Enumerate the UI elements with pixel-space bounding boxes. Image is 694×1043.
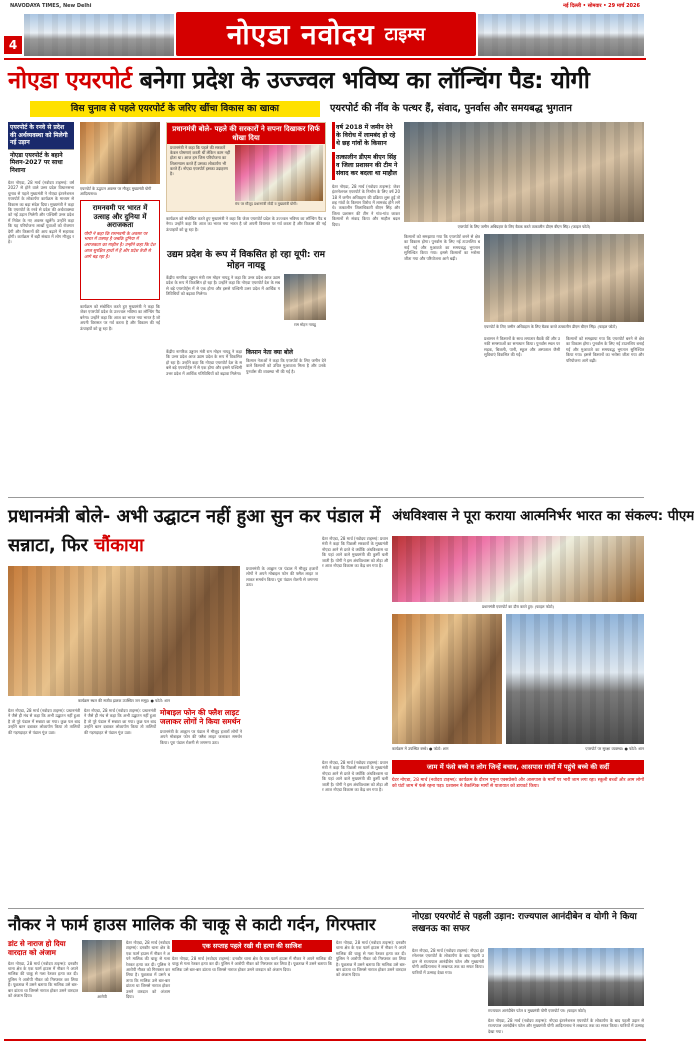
- story4-body-3: ग्रेटर नोएडा, 28 मार्च (नवोदय टाइम्स): दनकौर थाना क्षेत्र के एक फार्म हाउस में नौकर ने अपने मालिक की चाकू से गला रेतकर हत्या कर दी। पुलिस ने आरोपी नौकर को गिरफ्तार कर लिया है। पूछताछ में उसने बताया कि मालिक उसे बार-बार डांटता था जिससे नाराज होकर उसने वारदात को अंजाम दिया।: [172, 956, 332, 972]
- ram-story: [166, 250, 326, 492]
- ram-story-sub: [246, 349, 326, 488]
- pm-box-photo: [235, 145, 323, 201]
- divider-1: [8, 497, 644, 498]
- pm-box: [166, 122, 326, 212]
- col7-body: प्रशासन ने किसानों के साथ लगातार बैठकें कीं और उनकी समस्याओं का समाधान किया। पुनर्वास स्थल पर सड़क, बिजली, पानी, स्कूल और अस्पताल जैसी सुविधाएं विकसित की गईं।: [484, 336, 560, 358]
- story5-photo-caption: राज्यपाल आनंदीबेन पटेल व मुख्यमंत्री योगी एयरपोर्ट पर। (फाइल फोटो): [488, 1008, 587, 1013]
- ram-story-photo: [284, 274, 326, 320]
- story5-headline: नोएडा एयरपोर्ट से पहली उड़ान: राज्यपाल आनंदीबेन व योगी ने किया लखनऊ का सफर: [412, 912, 637, 934]
- story2-body-3: प्रधानमंत्री के आह्वान पर पंडाल में मौजूद हजारों लोगों ने अपने मोबाइल फोन की फ्लैश लाइट जलाकर समर्थन किया। पूरा पंडाल रोशनी से जगमगा उठा।: [246, 566, 318, 588]
- lead-headline-red: नोएडा एयरपोर्ट: [8, 66, 132, 94]
- story3-photo: [392, 536, 644, 602]
- story4-photo: [82, 940, 122, 992]
- story4-body: ग्रेटर नोएडा, 28 मार्च (नवोदय टाइम्स): दनकौर थाना क्षेत्र के एक फार्म हाउस में नौकर ने अपने मालिक की चाकू से गला रेतकर हत्या कर दी। पुलिस ने आरोपी नौकर को गिरफ्तार कर लिया है। पूछताछ में उसने बताया कि मालिक उसे बार-बार डांटता था जिससे नाराज होकर उसने वारदात को अंजाम दिया।: [8, 960, 78, 999]
- divider-2: [8, 908, 644, 909]
- story3-photo-3: [506, 614, 644, 744]
- story4-body-4: ग्रेटर नोएडा, 28 मार्च (नवोदय टाइम्स): दनकौर थाना क्षेत्र के एक फार्म हाउस में नौकर ने अपने मालिक की चाकू से गला रेतकर हत्या कर दी। पुलिस ने आरोपी नौकर को गिरफ्तार कर लिया है। पूछताछ में उसने बताया कि मालिक उसे बार-बार डांटता था जिससे नाराज होकर उसने वारदात को अंजाम दिया।: [336, 940, 406, 978]
- page-number: 4: [4, 36, 22, 54]
- story3-banner: जाम में फंसे बच्चे व लोग जिन्हें बचाव, आसपास गांवों में पहुंचे बच्चे की सर्दी: [392, 760, 644, 774]
- col2: [80, 122, 160, 492]
- bottom-rule: [4, 1039, 646, 1041]
- story3-body-2: ग्रेटर नोएडा, 28 मार्च (नवोदय टाइम्स): प्रधानमंत्री ने कहा कि पिछली सरकारों के मुख्यमंत्री नोएडा आने से डरते थे क्योंकि अंधविश्वास था कि यहां आने वाले मुख्यमंत्री की कुर्सी चली जाती है। योगी ने इस अंधविश्वास को तोड़ा और आज नोएडा विकास का केंद्र बन गया है।: [322, 760, 388, 793]
- col2-quote-head: रामनवमी पर भारत में उत्साह और दुनिया में अराजकता: [92, 204, 148, 229]
- lead-headline: [8, 64, 644, 96]
- masthead-title: नोएडा नवोदय: [226, 18, 375, 51]
- masthead: [0, 0, 650, 60]
- story2-photo: [8, 566, 240, 696]
- masthead-rule: [4, 58, 646, 60]
- story3-headline: अंधविश्वास ने पूरा कराया आत्मनिर्भर भारत का संकल्प: पीएम: [392, 509, 694, 524]
- col6-photo-top: [404, 122, 644, 222]
- story4-headline: नौकर ने फार्म हाउस मालिक की चाकू से काटी गर्दन, गिरफ्तार: [8, 915, 376, 934]
- masthead-title-suffix: टाइम्स: [384, 24, 426, 45]
- masthead-left-tag: NAVODAYA TIMES, New Delhi: [10, 3, 92, 9]
- col1-body: ग्रेटर नोएडा, 28 मार्च (नवोदय टाइम्स): वर्ष 2027 से होने वाले उत्तर प्रदेश विधानसभा चुनाव से पहले मुख्यमंत्री ने नोएडा इंटरनेशनल एयरपोर्ट के लोकार्पण कार्यक्रम के माध्यम से विकास का बड़ा संदेश दिया। मुख्यमंत्री ने कहा कि एयरपोर्ट के रनवे से प्रदेश की अर्थव्यवस्था को नई उड़ान मिलेगी और पश्चिमी उत्तर प्रदेश में निवेश के नए अवसर खुलेंगे। उन्होंने कहा कि यह परियोजना लाखों युवाओं को रोजगार देगी और किसानों की आय बढ़ाने में सहायक होगी। कार्यक्रम में बड़ी संख्या में लोग मौजूद रहे।: [8, 180, 74, 245]
- lead-headline-rest: बनेगा प्रदेश के उज्ज्वल भविष्य का लॉन्चिंग पैड: योगी: [139, 66, 590, 94]
- lead-subhead-yellow: विस चुनाव से पहले एयरपोर्ट के जरिए खींचा विकास का खाका: [30, 101, 320, 117]
- story3-banner-body: ग्रेटर नोएडा, 28 मार्च (नवोदय टाइम्स): कार्यक्रम के दौरान यमुना एक्सप्रेसवे और आसपास के मार्गों पर भारी जाम लगा रहा। स्कूली बच्चों और आम लोगों को घंटों जाम में फंसे रहना पड़ा। प्रशासन ने वैकल्पिक मार्गों से यातायात को डायवर्ट किया।: [392, 778, 644, 789]
- story3-photo-2-caption: कार्यक्रम में उपस्थित बच्चे। ● फोटो: शान: [392, 746, 449, 751]
- col2-photo: [80, 122, 160, 184]
- story4-photo-caption: आरोपी: [97, 994, 107, 999]
- story3-photo-2: [392, 614, 502, 744]
- story4-body-2: ग्रेटर नोएडा, 28 मार्च (नवोदय टाइम्स): दनकौर थाना क्षेत्र के एक फार्म हाउस में नौकर ने अपने मालिक की चाकू से गला रेतकर हत्या कर दी। पुलिस ने आरोपी नौकर को गिरफ्तार कर लिया है। पूछताछ में उसने बताया कि मालिक उसे बार-बार डांटता था जिससे नाराज होकर उसने वारदात को अंजाम दिया।: [126, 940, 170, 1000]
- story5-photo: [488, 948, 644, 1006]
- story2-body: ग्रेटर नोएडा, 28 मार्च (नवोदय टाइम्स): प्रधानमंत्री ने जैसे ही मंच से कहा कि अभी उद्घाटन नहीं हुआ है तो पूरे पंडाल में सन्नाटा छा गया। कुछ पल बाद उन्होंने बटन दबाकर लोकार्पण किया तो तालियों की गड़गड़ाहट से पंडाल गूंज उठा।: [8, 708, 80, 735]
- col5-body: ग्रेटर नोएडा, 28 मार्च (नवोदय टाइम्स): जेवर इंटरनेशनल एयरपोर्ट के निर्माण के लिए वर्ष 2018 में जमीन अधिग्रहण की प्रक्रिया शुरू हुई तो छह गांवों के किसान विरोध में लामबंद होने लगे थे। तत्कालीन जिलाधिकारी बीएन सिंह और जिला प्रशासन की टीम ने गांव-गांव जाकर किसानों से संवाद किया और माहौल बदल दिया।: [332, 183, 400, 227]
- story3-photo-caption: प्रधानमंत्री एयरपोर्ट का दौरा करते हुए। (फाइल फोटो): [481, 604, 555, 609]
- lead-subhead-right: एयरपोर्ट की नींव के पत्थर हैं, संवाद, पुनर्वास और समयबद्ध भुगतान: [330, 103, 572, 114]
- col2-photo-caption: एयरपोर्ट के उद्घाटन अवसर पर मौजूद मुख्यमंत्री योगी आदित्यनाथ।: [80, 186, 152, 196]
- story3-body: ग्रेटर नोएडा, 28 मार्च (नवोदय टाइम्स): प्रधानमंत्री ने कहा कि पिछली सरकारों के मुख्यमंत्री नोएडा आने से डरते थे क्योंकि अंधविश्वास था कि यहां आने वाले मुख्यमंत्री की कुर्सी चली जाती है। योगी ने इस अंधविश्वास को तोड़ा और आज नोएडा विकास का केंद्र बन गया है।: [322, 536, 388, 569]
- ram-story-body: केंद्रीय नागरिक उड्डयन मंत्री राम मोहन नायडू ने कहा कि उत्तर प्रदेश आज उद्यम प्रदेश के रूप में विकसित हो रहा है। उन्होंने कहा कि नोएडा एयरपोर्ट देश के सबसे बड़े एयरपोर्ट्स में से एक होगा और इससे पश्चिमी उत्तर प्रदेश में आर्थिक गतिविधियों को बढ़ावा मिलेगा।: [166, 275, 280, 297]
- story2-headline-red: चौंकाया: [94, 535, 144, 556]
- col7-photo: [484, 234, 644, 322]
- masthead-date: नई दिल्ली • सोमवार • 29 मार्च 2026: [563, 3, 640, 9]
- col7-body-2: किसानों को समझाया गया कि एयरपोर्ट बनने से क्षेत्र का विकास होगा। पुनर्वास के लिए नई टाउनशिप बनाई गई और मुआवजे का समयबद्ध भुगतान सुनिश्चित किया गया। इससे किसानों का भरोसा जीता गया और परियोजना आगे बढ़ी।: [566, 336, 644, 363]
- col1-bullet-1: एयरपोर्ट के रनवे से प्रदेश की अर्थव्यवस्था को मिलेगी नई उड़ान: [8, 122, 74, 149]
- col5-bullet-1: वर्ष 2018 में जमीन देने के विरोध में लामबंद हो रहे थे छह गांवों के किसान: [332, 122, 400, 149]
- story4-tag: एक सप्ताह पहले रखी थी हत्या की साजिश: [172, 940, 332, 952]
- col2-quote-box: [80, 200, 160, 300]
- masthead-skyline-left: [24, 14, 174, 56]
- col6-body: किसानों को समझाया गया कि एयरपोर्ट बनने से क्षेत्र का विकास होगा। पुनर्वास के लिए नई टाउनशिप बनाई गई और मुआवजे का समयबद्ध भुगतान सुनिश्चित किया गया। इससे किसानों का भरोसा जीता गया और परियोजना आगे बढ़ी।: [404, 234, 480, 261]
- col7-photo-caption: एयरपोर्ट के लिए जमीन अधिग्रहण के लिए बैठक करते तत्कालीन डीएम बीएन सिंह। (फाइल फोटो): [484, 324, 617, 329]
- col5-bullet-2: तत्कालीन डीएम बीएन सिंह व जिला प्रशासन की टीम ने संवाद कर बदला था माहौल: [332, 152, 400, 179]
- ram-story-sub-body: किसान नेताओं ने कहा कि एयरपोर्ट के लिए जमीन देने वाले किसानों को उचित मुआवजा मिला है और उनके पुनर्वास की व्यवस्था भी की गई है।: [246, 358, 326, 374]
- pm-box-continuation: कार्यक्रम को संबोधित करते हुए मुख्यमंत्री ने कहा कि जेवर एयरपोर्ट प्रदेश के उज्ज्वल भविष्य का लॉन्चिंग पैड बनेगा। उन्होंने कहा कि आज का भारत नया भारत है जो अपनी विरासत पर गर्व करता है और विकास की नई ऊंचाइयों को छू रहा है।: [166, 216, 326, 232]
- story5-body-2: ग्रेटर नोएडा, 28 मार्च (नवोदय टाइम्स): नोएडा इंटरनेशनल एयरपोर्ट के लोकार्पण के बाद पहली उड़ान से राज्यपाल आनंदीबेन पटेल और मुख्यमंत्री योगी आदित्यनाथ ने लखनऊ तक का सफर किया। यात्रियों में उत्साह देखा गया।: [488, 1018, 644, 1034]
- ram-story-head: उद्यम प्रदेश के रूप में विकसित हो रहा यूपी: राम मोहन नायडू: [167, 250, 325, 271]
- col5: [332, 122, 400, 492]
- ram-story-body-2: केंद्रीय नागरिक उड्डयन मंत्री राम मोहन नायडू ने कहा कि उत्तर प्रदेश आज उद्यम प्रदेश के रूप में विकसित हो रहा है। उन्होंने कहा कि नोएडा एयरपोर्ट देश के सबसे बड़े एयरपोर्ट्स में से एक होगा और इससे पश्चिमी उत्तर प्रदेश में आर्थिक गतिविधियों को बढ़ावा मिलेगा।: [166, 349, 242, 376]
- story2-side-body: प्रधानमंत्री के आह्वान पर पंडाल में मौजूद हजारों लोगों ने अपने मोबाइल फोन की फ्लैश लाइट जलाकर समर्थन किया। पूरा पंडाल रोशनी से जगमगा उठा।: [160, 729, 242, 745]
- story4-side: [8, 940, 78, 1035]
- pm-box-head: प्रधानमंत्री बोले- पहले की सरकारों ने सपना दिखाकर सिर्फ धोखा दिया: [167, 123, 325, 144]
- ram-story-photo-caption: राम मोहन नायडू: [294, 322, 316, 327]
- story4-side-head: डांट से नाराज हो दिया वारदात को अंजाम: [8, 939, 66, 957]
- col1-bullet-2: नोएडा एयरपोर्ट के बहाने मिशन-2027 पर साधा निशाना: [8, 149, 74, 177]
- story2-side: [160, 708, 242, 904]
- story2-headline-black: प्रधानमंत्री बोले- अभी उद्घाटन नहीं हुआ सुन कर पंडाल में सन्नाटा, फिर: [8, 506, 381, 556]
- masthead-skyline-right: [478, 14, 644, 56]
- col1: [8, 122, 74, 492]
- pm-box-body: प्रधानमंत्री ने कहा कि पहले की सरकारें केवल घोषणाएं करती थीं लेकिन काम नहीं होता था। आज हम जिस परियोजना का शिलान्यास करते हैं उसका लोकार्पण भी करते हैं। नोएडा एयरपोर्ट इसका उदाहरण है।: [170, 145, 231, 177]
- story2-photo-caption: कार्यक्रम स्थल की सजीव झलक उपस्थित जन समूह। ● फोटो: शान: [78, 698, 170, 703]
- story2-side-head: मोबाइल फोन की फ्लैश लाइट जलाकर लोगों ने किया समर्थन: [160, 708, 241, 726]
- pm-box-caption: मंच पर मौजूद प्रधानमंत्री मोदी व मुख्यमंत्री योगी।: [235, 202, 298, 206]
- story5-body: ग्रेटर नोएडा, 28 मार्च (नवोदय टाइम्स): नोएडा इंटरनेशनल एयरपोर्ट के लोकार्पण के बाद पहली उड़ान से राज्यपाल आनंदीबेन पटेल और मुख्यमंत्री योगी आदित्यनाथ ने लखनऊ तक का सफर किया। यात्रियों में उत्साह देखा गया।: [412, 948, 484, 975]
- story3-photo-3-caption: एयरपोर्ट पर सुरक्षा व्यवस्था। ● फोटो: शान: [585, 746, 644, 751]
- col6-photo-top-caption: एयरपोर्ट के लिए जमीन अधिग्रहण के लिए बैठक करते तत्कालीन डीएम बीएन सिंह। (फाइल फोटो): [457, 224, 591, 229]
- masthead-title-box: [176, 12, 476, 56]
- story2-body-2: ग्रेटर नोएडा, 28 मार्च (नवोदय टाइम्स): प्रधानमंत्री ने जैसे ही मंच से कहा कि अभी उद्घाटन नहीं हुआ है तो पूरे पंडाल में सन्नाटा छा गया। कुछ पल बाद उन्होंने बटन दबाकर लोकार्पण किया तो तालियों की गड़गड़ाहट से पंडाल गूंज उठा।: [84, 708, 156, 735]
- col2-body: कार्यक्रम को संबोधित करते हुए मुख्यमंत्री ने कहा कि जेवर एयरपोर्ट प्रदेश के उज्ज्वल भविष्य का लॉन्चिंग पैड बनेगा। उन्होंने कहा कि आज का भारत नया भारत है जो अपनी विरासत पर गर्व करता है और विकास की नई ऊंचाइयों को छू रहा है।: [80, 304, 160, 331]
- ram-story-sub-head: किसान नेता क्या बोले: [246, 349, 293, 356]
- col2-quote-body: योगी ने कहा कि रामनवमी के अवसर पर भारत में उत्साह है जबकि दुनिया में अराजकता का माहौल है। उन्होंने कहा कि देश आज सुरक्षित हाथों में है और प्रदेश तेजी से आगे बढ़ रहा है।: [84, 231, 156, 260]
